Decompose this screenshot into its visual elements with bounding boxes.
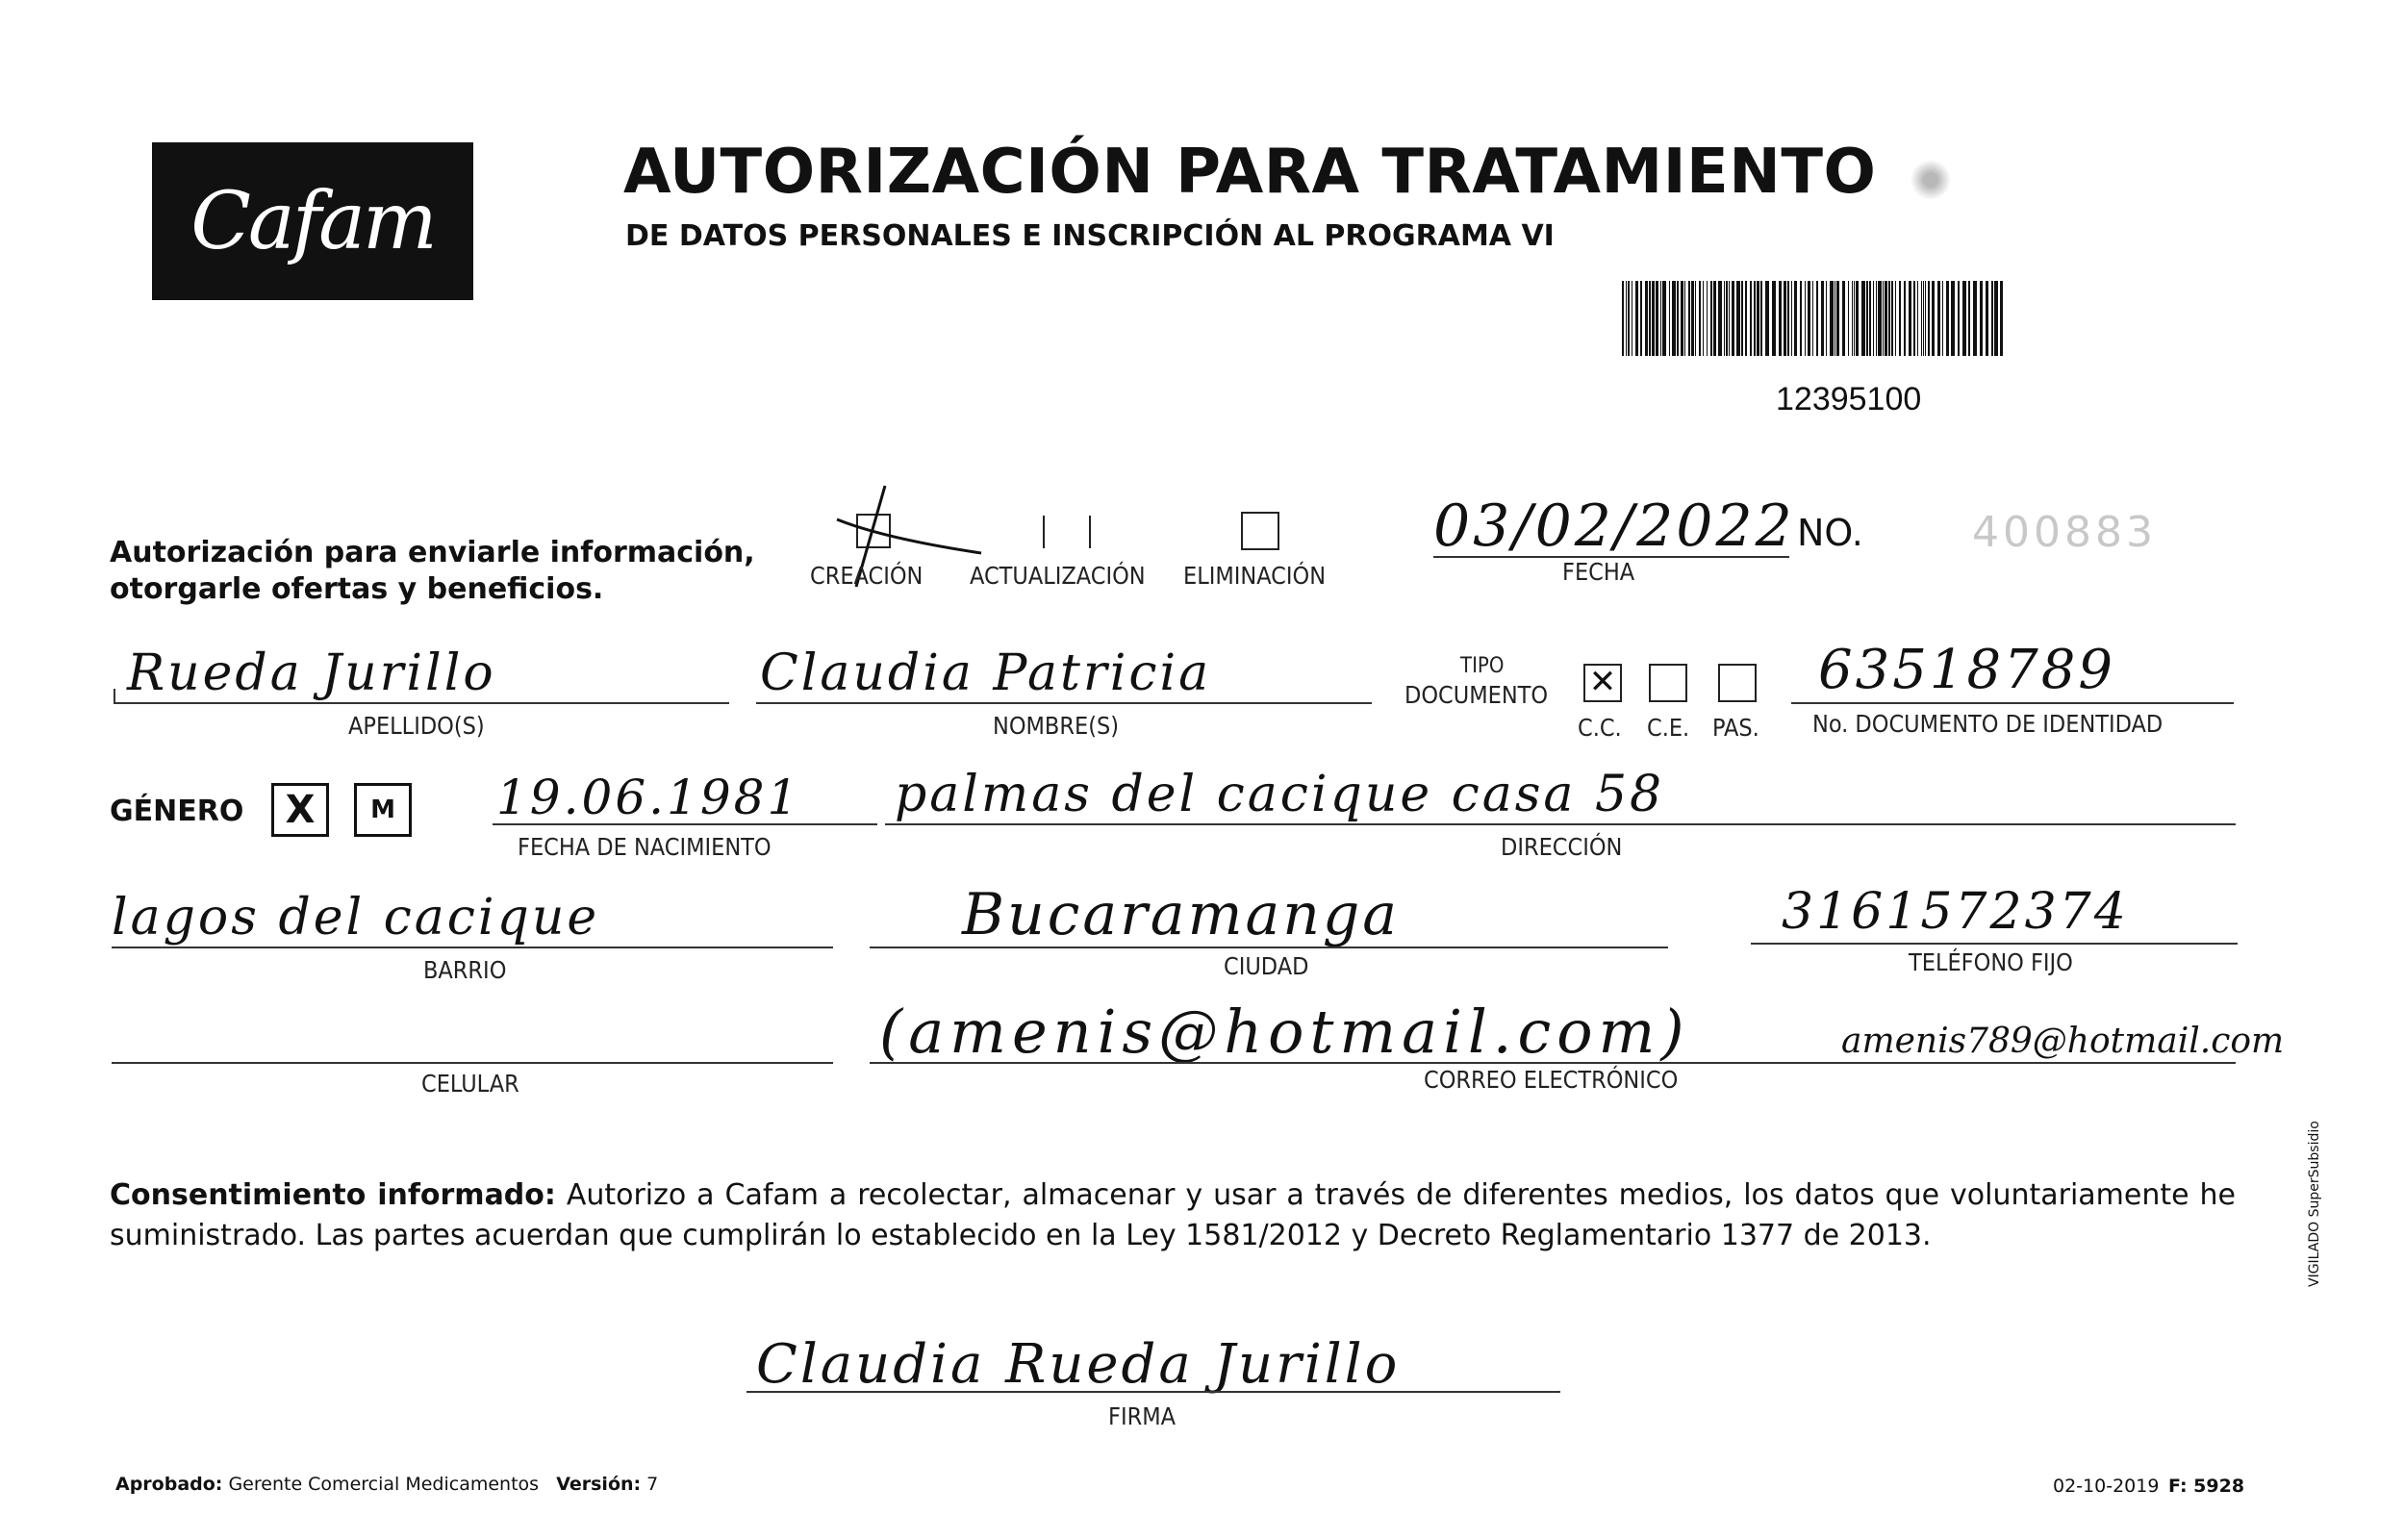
- direccion-line: [885, 823, 2236, 825]
- barcode-bar: [1866, 281, 1868, 356]
- barcode-bar: [1854, 281, 1855, 356]
- consent-text: Autorizo a Cafam a recolectar, almacenar y usar a través de diferentes medios, los datos que voluntariamente he suministrado. Las partes acuerdan que cumplirán lo establecido en la Ley 1581/2012 y Decreto Reglamentario 1377 de 2013.: [110, 1178, 2236, 1252]
- fecha-value: 03/02/2022: [1433, 492, 1795, 560]
- authorization-line-2: otorgarle ofertas y beneficios.: [110, 572, 604, 606]
- barcode-bar: [1662, 281, 1666, 356]
- consent-paragraph: [110, 1175, 2236, 1256]
- barcode-bar: [1932, 281, 1935, 356]
- barcode-bar: [1669, 281, 1670, 356]
- fecha-label: FECHA: [1562, 558, 1635, 586]
- tipo-ce-label: C.E.: [1647, 714, 1690, 742]
- apellidos-line: [114, 702, 729, 704]
- barcode-bar: [1640, 281, 1642, 356]
- footer-approval: [115, 1474, 658, 1495]
- barcode-bar: [1891, 281, 1893, 356]
- barcode-bar: [1729, 281, 1730, 356]
- documento-line: [1791, 702, 2234, 704]
- checkbox-eliminacion[interactable]: [1241, 512, 1279, 550]
- celular-label: CELULAR: [421, 1070, 519, 1098]
- barcode-bar: [1895, 281, 1896, 356]
- checkbox-cc[interactable]: ✕: [1583, 664, 1622, 702]
- barcode-bar: [1635, 281, 1638, 356]
- barcode-bar: [1745, 281, 1747, 356]
- barcode-bar: [1718, 281, 1722, 356]
- documento-value: 63518789: [1818, 639, 2116, 701]
- barcode-bar: [1626, 281, 1627, 356]
- barcode-bar: [1794, 281, 1797, 356]
- footer-form-code: F: 5928: [2168, 1476, 2245, 1497]
- no-value: 400883: [1972, 508, 2157, 557]
- correo-label: CORREO ELECTRÓNICO: [1424, 1066, 1679, 1094]
- version-value: 7: [646, 1474, 659, 1495]
- correo-value-2: amenis789@hotmail.com: [1841, 1022, 2285, 1061]
- nombres-line: [756, 702, 1372, 704]
- genero-label: GÉNERO: [110, 795, 244, 828]
- barcode-bar: [1691, 281, 1694, 356]
- barcode-bar: [1724, 281, 1725, 356]
- vigilado-text: VIGILADO SuperSubsidio: [2307, 1121, 2322, 1287]
- barcode-bar: [1622, 281, 1624, 356]
- barcode-bar: [1765, 281, 1769, 356]
- direccion-value: palmas del cacique casa 58: [895, 766, 1665, 823]
- barcode-bar: [1800, 281, 1802, 356]
- barcode-bar: [1848, 281, 1849, 356]
- nombres-label: NOMBRE(S): [993, 712, 1120, 740]
- barcode-bar: [1779, 281, 1782, 356]
- correo-value-1: (amenis@hotmail.com): [879, 997, 1690, 1067]
- barcode-bar: [1826, 281, 1827, 356]
- fecha-nacimiento-value: 19.06.1981: [496, 770, 801, 825]
- ciudad-line: [870, 947, 1668, 948]
- barcode-bar: [1812, 281, 1813, 356]
- barcode-bar: [1628, 281, 1630, 356]
- barcode-bar: [1878, 281, 1882, 356]
- apellidos-value: Rueda Jurillo: [127, 644, 496, 702]
- barcode-bar: [1913, 281, 1915, 356]
- tipo-pas-label: PAS.: [1712, 714, 1759, 742]
- fecha-nacimiento-line: [493, 823, 877, 825]
- barcode-bar: [2000, 281, 2003, 356]
- barcode-bar: [1873, 281, 1874, 356]
- documento-label: No. DOCUMENTO DE IDENTIDAD: [1812, 710, 2164, 738]
- barcode-bar: [1656, 281, 1658, 356]
- barcode-bar: [1652, 281, 1655, 356]
- barcode-bar: [1713, 281, 1716, 356]
- barrio-label: BARRIO: [423, 956, 507, 984]
- ciudad-value: Bucaramanga: [962, 881, 1401, 948]
- barcode-bar: [1710, 281, 1712, 356]
- signature-line: [747, 1391, 1560, 1393]
- barcode-bar: [1899, 281, 1901, 356]
- barcode-bar: [1787, 281, 1789, 356]
- barcode-bar: [1951, 281, 1955, 356]
- barcode-bar: [1836, 281, 1839, 356]
- barcode-bar: [1688, 281, 1690, 356]
- barcode-bar: [1681, 281, 1683, 356]
- checkbox-genero-f[interactable]: X: [271, 783, 329, 837]
- barcode-bar: [1645, 281, 1648, 356]
- barcode-bar: [1750, 281, 1752, 356]
- barcode-bar: [1917, 281, 1918, 356]
- apellidos-tick: [114, 689, 115, 704]
- barcode-bar: [1925, 281, 1926, 356]
- barcode-bar: [1726, 281, 1728, 356]
- barcode-bar: [1921, 281, 1922, 356]
- telefono-line: [1751, 943, 2238, 945]
- signature-value: Claudia Rueda Jurillo: [756, 1333, 1401, 1396]
- barcode-bar: [1937, 281, 1940, 356]
- authorization-line-1: Autorización para enviarle información,: [110, 536, 755, 569]
- correo-line: [870, 1062, 2236, 1064]
- direccion-label: DIRECCIÓN: [1501, 833, 1623, 861]
- telefono-label: TELÉFONO FIJO: [1909, 948, 2073, 976]
- actualizacion-marks: [1043, 516, 1091, 548]
- barcode: [1622, 281, 2007, 356]
- barcode-bar: [1888, 281, 1890, 356]
- barcode-bar: [1695, 281, 1696, 356]
- barcode-bar: [1885, 281, 1887, 356]
- barcode-bar: [1904, 281, 1906, 356]
- barcode-bar: [1962, 281, 1966, 356]
- barcode-bar: [1784, 281, 1786, 356]
- ciudad-label: CIUDAD: [1224, 952, 1309, 980]
- barcode-bar: [1861, 281, 1865, 356]
- celular-line: [112, 1062, 833, 1064]
- barcode-bar: [1808, 281, 1810, 356]
- option-eliminacion-label: ELIMINACIÓN: [1183, 562, 1327, 590]
- barcode-bar: [1968, 281, 1970, 356]
- barcode-bar: [1852, 281, 1853, 356]
- checkbox-ce[interactable]: [1649, 664, 1687, 702]
- fecha-nacimiento-label: FECHA DE NACIMIENTO: [518, 833, 772, 861]
- signature-label: FIRMA: [1108, 1402, 1176, 1430]
- barcode-bar: [1821, 281, 1824, 356]
- barcode-bar: [1842, 281, 1845, 356]
- barcode-bar: [1741, 281, 1743, 356]
- barrio-value: lagos del cacique: [112, 889, 600, 947]
- barcode-bar: [1928, 281, 1930, 356]
- form-subtitle: DE DATOS PERSONALES E INSCRIPCIÓN AL PROGRAMA VI: [625, 219, 1555, 253]
- tipo-cc-label: C.C.: [1578, 714, 1622, 742]
- authorization-text: [110, 535, 755, 608]
- barcode-bar: [1760, 281, 1762, 356]
- barcode-bar: [1660, 281, 1661, 356]
- barcode-bar: [1805, 281, 1806, 356]
- aprobado-value: Gerente Comercial Medicamentos: [228, 1474, 540, 1495]
- form-title: AUTORIZACIÓN PARA TRATAMIENTO: [623, 137, 1877, 208]
- barcode-bar: [1791, 281, 1792, 356]
- barcode-bar: [1869, 281, 1871, 356]
- barcode-bar: [1942, 281, 1943, 356]
- barcode-bar: [1684, 281, 1685, 356]
- cafam-logo: [152, 142, 473, 300]
- no-label: NO.: [1797, 512, 1863, 554]
- consent-lead: Consentimiento informado:: [110, 1178, 556, 1212]
- barcode-bar: [1677, 281, 1679, 356]
- telefono-value: 3161572374: [1782, 883, 2129, 941]
- barcode-bar: [1883, 281, 1884, 356]
- logo-text: Cafam: [190, 175, 435, 267]
- barcode-bar: [1699, 281, 1701, 356]
- checkbox-genero-m[interactable]: M: [354, 783, 412, 837]
- footer-date: 02-10-2019: [2053, 1476, 2160, 1497]
- barcode-bar: [1672, 281, 1676, 356]
- barcode-bar: [1816, 281, 1818, 356]
- nombres-value: Claudia Patricia: [760, 644, 1212, 702]
- barcode-bar: [1707, 281, 1708, 356]
- barcode-bar: [1991, 281, 1993, 356]
- barcode-bar: [1986, 281, 1988, 356]
- option-actualizacion-label: ACTUALIZACIÓN: [970, 562, 1146, 590]
- barcode-bar: [1703, 281, 1704, 356]
- barcode-bar: [1754, 281, 1756, 356]
- barcode-bar: [1923, 281, 1924, 356]
- aprobado-label: Aprobado:: [115, 1474, 223, 1495]
- barcode-bar: [1856, 281, 1859, 356]
- barcode-bar: [1876, 281, 1877, 356]
- barcode-bar: [1980, 281, 1983, 356]
- barcode-bar: [1958, 281, 1960, 356]
- barcode-bar: [1757, 281, 1759, 356]
- barcode-bar: [1736, 281, 1740, 356]
- barcode-bar: [1973, 281, 1977, 356]
- barcode-bar: [1909, 281, 1911, 356]
- barcode-bar: [1994, 281, 1998, 356]
- barrio-line: [112, 947, 833, 948]
- scribble-mark: [1910, 154, 1952, 206]
- barcode-bar: [1732, 281, 1734, 356]
- barcode-bar: [1830, 281, 1834, 356]
- apellidos-label: APELLIDO(S): [348, 712, 485, 740]
- option-creacion-label: CREACIÓN: [810, 562, 924, 590]
- barcode-bar: [1649, 281, 1651, 356]
- checkbox-pas[interactable]: [1718, 664, 1757, 702]
- version-label: Versión:: [556, 1474, 642, 1495]
- barcode-bar: [1772, 281, 1776, 356]
- barcode-number: 12395100: [1776, 381, 1922, 417]
- tipo-label-2: DOCUMENTO: [1404, 681, 1549, 709]
- tipo-label-1: TIPO: [1460, 654, 1505, 678]
- barcode-bar: [1946, 281, 1949, 356]
